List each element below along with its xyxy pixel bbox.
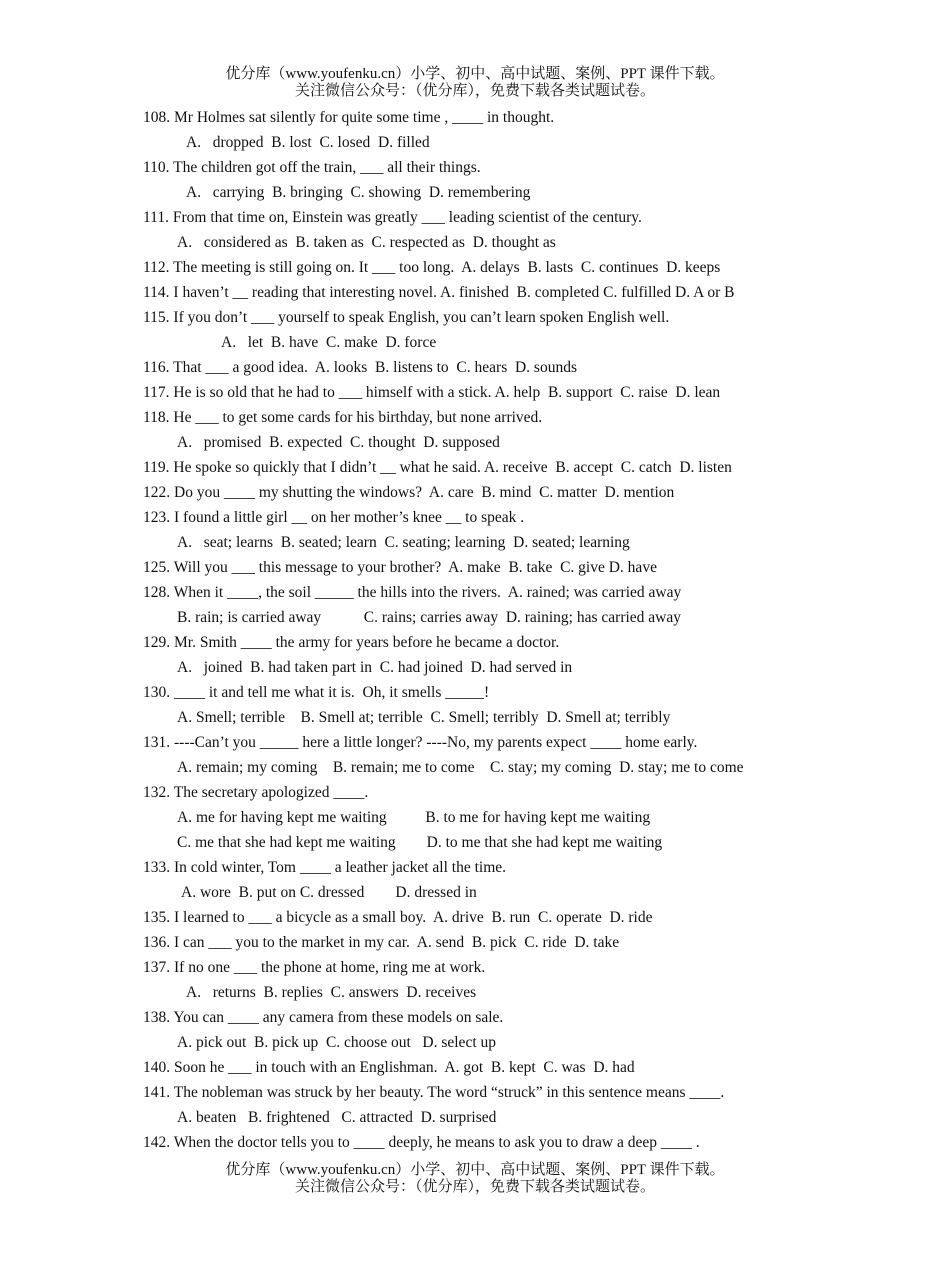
question-line: 122. Do you ____ my shutting the windows? A. care B. mind C. matter D. mention — [143, 484, 675, 501]
options-line: A. pick out B. pick up C. choose out D. select up — [177, 1034, 496, 1051]
question-line: 141. The nobleman was struck by her beauty. The word “struck” in this sentence means ____. — [143, 1084, 725, 1101]
question-line: 140. Soon he ___ in touch with an Englishman. A. got B. kept C. was D. had — [143, 1059, 635, 1076]
question-line: 123. I found a little girl __ on her mother’s knee __ to speak . — [143, 509, 525, 526]
footer-line-1: 优分库（www.youfenku.cn）小学、初中、高中试题、案例、PPT 课件下载。 — [225, 1162, 725, 1178]
options-line: A. remain; my coming B. remain; me to come C. stay; my coming D. stay; me to come — [177, 759, 744, 776]
question-line: 116. That ___ a good idea. A. looks B. listens to C. hears D. sounds — [143, 359, 577, 376]
page-header — [0, 66, 950, 100]
question-line: 129. Mr. Smith ____ the army for years before he became a doctor. — [143, 634, 560, 651]
options-line: A. considered as B. taken as C. respected as D. thought as — [177, 234, 556, 251]
question-line: 136. I can ___ you to the market in my car. A. send B. pick C. ride D. take — [143, 934, 620, 951]
question-line: 110. The children got off the train, ___ all their things. — [143, 159, 481, 176]
options-line: A. let B. have C. make D. force — [221, 334, 437, 351]
question-line: 142. When the doctor tells you to ____ deeply, he means to ask you to draw a deep ____ . — [143, 1134, 700, 1151]
question-line: 118. He ___ to get some cards for his birthday, but none arrived. — [143, 409, 543, 426]
question-line: 125. Will you ___ this message to your brother? A. make B. take C. give D. have — [143, 559, 657, 576]
question-line: 133. In cold winter, Tom ____ a leather jacket all the time. — [143, 859, 507, 876]
question-line: 135. I learned to ___ a bicycle as a small boy. A. drive B. run C. operate D. ride — [143, 909, 653, 926]
question-line: 131. ----Can’t you _____ here a little longer? ----No, my parents expect ____ home early. — [143, 734, 698, 751]
page-footer — [0, 1162, 950, 1196]
options-line: B. rain; is carried away C. rains; carries away D. raining; has carried away — [177, 609, 681, 626]
question-line: 137. If no one ___ the phone at home, ring me at work. — [143, 959, 486, 976]
question-line: 138. You can ____ any camera from these models on sale. — [143, 1009, 504, 1026]
question-line: 108. Mr Holmes sat silently for quite some time , ____ in thought. — [143, 109, 555, 126]
question-line: 115. If you don’t ___ yourself to speak English, you can’t learn spoken English well. — [143, 309, 670, 326]
question-line: 114. I haven’t __ reading that interesting novel. A. finished B. completed C. fulfilled D. A or B — [143, 284, 735, 301]
header-line-1: 优分库（www.youfenku.cn）小学、初中、高中试题、案例、PPT 课件下载。 — [225, 66, 725, 82]
options-line: C. me that she had kept me waiting D. to me that she had kept me waiting — [177, 834, 663, 851]
options-line: A. dropped B. lost C. losed D. filled — [186, 134, 430, 151]
header-line-2: 关注微信公众号：（优分库），免费下载各类试题试卷。 — [294, 83, 655, 99]
question-line: 117. He is so old that he had to ___ himself with a stick. A. help B. support C. raise D. lean — [143, 384, 721, 401]
question-line: 132. The secretary apologized ____. — [143, 784, 369, 801]
options-line: A. joined B. had taken part in C. had joined D. had served in — [177, 659, 573, 676]
options-line: A. promised B. expected C. thought D. supposed — [177, 434, 500, 451]
footer-line-2: 关注微信公众号：（优分库），免费下载各类试题试卷。 — [294, 1179, 655, 1195]
question-line: 112. The meeting is still going on. It ___ too long. A. delays B. lasts C. continues D. keeps — [143, 259, 721, 276]
options-line: A. carrying B. bringing C. showing D. remembering — [186, 184, 531, 201]
options-line: A. wore B. put on C. dressed D. dressed in — [181, 884, 477, 901]
options-line: A. beaten B. frightened C. attracted D. surprised — [177, 1109, 497, 1126]
question-line: 130. ____ it and tell me what it is. Oh, it smells _____! — [143, 684, 490, 701]
options-line: A. returns B. replies C. answers D. receives — [186, 984, 477, 1001]
question-line: 111. From that time on, Einstein was greatly ___ leading scientist of the century. — [143, 209, 642, 226]
options-line: A. seat; learns B. seated; learn C. seating; learning D. seated; learning — [177, 534, 630, 551]
question-line: 119. He spoke so quickly that I didn’t __ what he said. A. receive B. accept C. catch D. listen — [143, 459, 732, 476]
options-line: A. me for having kept me waiting B. to me for having kept me waiting — [177, 809, 651, 826]
question-line: 128. When it ____, the soil _____ the hills into the rivers. A. rained; was carried away — [143, 584, 682, 601]
options-line: A. Smell; terrible B. Smell at; terrible C. Smell; terribly D. Smell at; terribly — [177, 709, 671, 726]
